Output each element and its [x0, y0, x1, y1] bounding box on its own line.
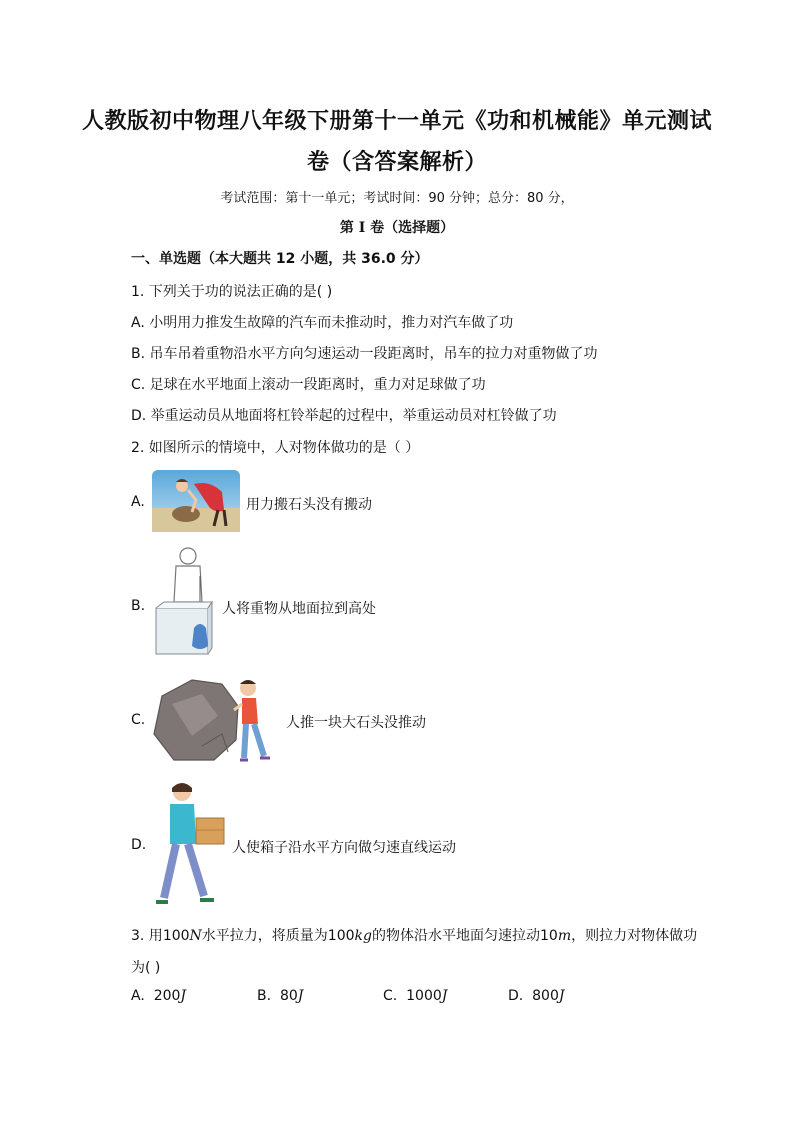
question-3-stem: [131, 925, 697, 945]
question-3-force-unit: N: [189, 928, 202, 944]
question-1-option-a: A. 小明用力推发生故障的汽车而未推动时，推力对汽车做了功: [131, 315, 514, 331]
part-heading: 第 I 卷（选择题）: [339, 220, 455, 236]
question-3-option-b: [257, 988, 303, 1004]
question-3-option-d-label: D.: [508, 988, 524, 1004]
question-3-option-d: [508, 988, 565, 1004]
question-2-option-a-text: 用力搬石头没有搬动: [246, 497, 372, 513]
question-2-option-c-label: C.: [131, 712, 146, 728]
question-2-option-b-text: 人将重物从地面拉到高处: [222, 601, 376, 617]
person-pulling-weight-icon: [150, 546, 216, 658]
question-3-option-c-value: 1000: [406, 988, 442, 1004]
question-3-mass-unit: kg: [354, 928, 372, 944]
question-1-option-b: B. 吊车吊着重物沿水平方向匀速运动一段距离时，吊车的拉力对重物做了功: [131, 346, 598, 362]
question-2-stem: 2. 如图所示的情境中，人对物体做功的是（ ）: [131, 440, 420, 456]
section-heading: 一、单选题（本大题共 12 小题，共 36.0 分）: [131, 251, 429, 267]
person-pushing-boulder-icon: [152, 676, 284, 766]
question-3-option-d-unit: J: [558, 988, 565, 1004]
person-lifting-stone-icon: [152, 470, 240, 532]
question-2-option-c-text: 人推一块大石头没推动: [286, 715, 426, 731]
question-3-option-c-label: C.: [383, 988, 398, 1004]
question-2-option-d-text: 人使箱子沿水平方向做匀速直线运动: [232, 840, 456, 856]
question-2-option-b-label: B.: [131, 598, 146, 614]
question-3-option-a-unit: J: [180, 988, 187, 1004]
question-3-stem-line2: 为( ): [131, 960, 161, 976]
exam-meta: 考试范围：第十一单元；考试时间：90 分钟；总分：80 分，: [220, 191, 574, 206]
question-2-option-d-label: D.: [131, 837, 147, 853]
question-1-stem: 1. 下列关于功的说法正确的是( ): [131, 284, 333, 300]
question-1-option-c: C. 足球在水平地面上滚动一段距离时，重力对足球做了功: [131, 377, 486, 393]
question-3-stem-part1: 3. 用: [131, 928, 163, 944]
question-3-option-a-label: A.: [131, 988, 145, 1004]
question-3-force-value: 100: [162, 928, 190, 944]
question-3-option-b-unit: J: [297, 988, 304, 1004]
question-3-option-c-unit: J: [441, 988, 448, 1004]
question-3-stem-part4: ，则拉力对物体做功: [571, 928, 698, 944]
question-3-option-c: [383, 988, 447, 1004]
question-3-option-b-label: B.: [257, 988, 272, 1004]
question-3-mass-value: 100: [327, 928, 355, 944]
question-3-dist-unit: m: [557, 928, 572, 944]
question-3-option-a-value: 200: [153, 988, 181, 1004]
question-1-option-d: D. 举重运动员从地面将杠铃举起的过程中，举重运动员对杠铃做了功: [131, 408, 557, 424]
person-carrying-box-icon: [150, 780, 230, 908]
question-3-stem-part3: 的物体沿水平地面匀速拉动: [371, 928, 540, 944]
question-3-stem-part2: 水平拉力，将质量为: [201, 928, 328, 944]
question-3-option-b-value: 80: [279, 988, 298, 1004]
question-3-option-a: [131, 988, 186, 1004]
question-3-dist-value: 10: [539, 928, 558, 944]
question-2-option-a-label: A.: [131, 494, 145, 510]
document-title-line1: 人教版初中物理八年级下册第十一单元《功和机械能》单元测试: [81, 108, 712, 134]
document-title-line2: 卷（含答案解析）: [306, 149, 487, 175]
question-3-option-d-value: 800: [532, 988, 559, 1004]
